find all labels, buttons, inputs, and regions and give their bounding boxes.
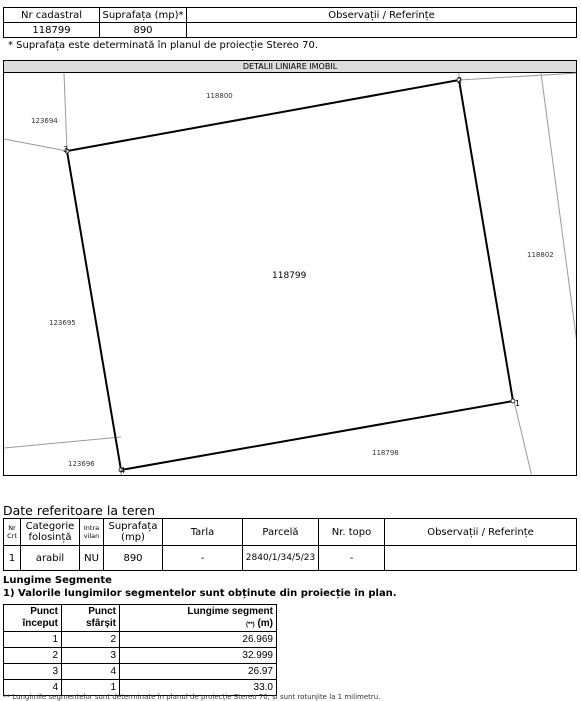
parcel-drawing (4, 61, 577, 476)
segment-end: 1 (62, 680, 120, 696)
footnote: ** Lungimile segmentelor sunt determinate în planul de proiecție Stereo 70, și sunt rotunjite la 1 milimetru. (3, 693, 381, 701)
header-categorie: Categorie folosință (21, 519, 80, 546)
segment-row (4, 632, 277, 648)
neighbor-label: 123694 (31, 117, 58, 125)
segment-row (4, 648, 277, 664)
boundary-line (4, 139, 67, 151)
boundary-line (4, 437, 121, 448)
teren-title: Date referitoare la teren (3, 503, 156, 518)
segment-length: 26.969 (120, 632, 277, 648)
boundary-line (459, 73, 577, 80)
point-label-4: 4 (120, 466, 126, 475)
segment-start: 4 (4, 680, 62, 696)
teren-header-row (4, 519, 577, 546)
header-nr-crt: Nr Crt (4, 519, 21, 546)
neighbor-label: 118800 (206, 92, 233, 100)
unit-label: (m) (257, 617, 273, 629)
cell-parcela: 2840/1/34/5/23 (243, 546, 319, 571)
header-punct-inceput: Punct început (4, 605, 62, 632)
segment-length: 26.97 (120, 664, 277, 680)
header-nr-topo: Nr. topo (319, 519, 385, 546)
segment-start: 1 (4, 632, 62, 648)
header-observatii: Observații / Referințe (187, 8, 577, 23)
map-header: DETALII LINIARE IMOBIL (4, 61, 576, 73)
teren-table (3, 518, 577, 571)
value-observatii (187, 23, 577, 38)
cell-tarla: - (163, 546, 243, 571)
segment-start: 2 (4, 648, 62, 664)
lungime-label: Lungime segment (187, 605, 273, 617)
point-label-2: 2 (457, 76, 463, 85)
value-nr-cadastral: 118799 (4, 23, 100, 38)
unit-prefix: (**) (245, 621, 255, 628)
point-label-1: 1 (515, 399, 521, 408)
header-tarla: Tarla (163, 519, 243, 546)
segments-table (3, 604, 277, 696)
header-observatii: Observații / Referințe (385, 519, 577, 546)
neighbor-label: 123695 (49, 319, 76, 327)
boundary-line (514, 401, 532, 476)
header-nr-cadastral: Nr cadastral (4, 8, 100, 23)
cell-nr: 1 (4, 546, 21, 571)
neighbor-label: 118798 (372, 449, 399, 457)
cell-categorie: arabil (21, 546, 80, 571)
parcel-map (3, 60, 577, 476)
segment-end: 2 (62, 632, 120, 648)
neighbor-label: 123696 (68, 460, 95, 468)
header-suprafata: Suprafața (mp)* (100, 8, 187, 23)
segments-subtitle: 1) Valorile lungimilor segmentelor sunt obținute din proiecție în plan. (3, 588, 397, 599)
cell-observatii (385, 546, 577, 571)
cell-suprafata: 890 (104, 546, 163, 571)
summary-value-row (4, 23, 577, 38)
projection-note: * Suprafața este determinată în planul de proiecție Stereo 70. (8, 40, 319, 51)
segments-title: Lungime Segmente (3, 575, 112, 586)
point-label-3: 3 (63, 145, 69, 154)
segments-header-row (4, 605, 277, 632)
header-lungime (120, 605, 277, 632)
summary-table (3, 7, 577, 38)
cell-intravilan: NU (80, 546, 104, 571)
segment-length: 32.999 (120, 648, 277, 664)
segment-end: 4 (62, 664, 120, 680)
segment-start: 3 (4, 664, 62, 680)
header-parcela: Parcelă (243, 519, 319, 546)
header-punct-sfarsit: Punct sfârșit (62, 605, 120, 632)
neighbor-label: 118802 (527, 251, 554, 259)
segment-row (4, 664, 277, 680)
segment-length: 33.0 (120, 680, 277, 696)
header-suprafata: Suprafața (mp) (104, 519, 163, 546)
boundary-line (541, 73, 577, 351)
segment-end: 3 (62, 648, 120, 664)
header-intravilan: Intra vilan (80, 519, 104, 546)
teren-row (4, 546, 577, 571)
cell-nr-topo: - (319, 546, 385, 571)
summary-header-row (4, 8, 577, 23)
parcel-label: 118799 (272, 271, 307, 281)
boundary-line (64, 73, 67, 151)
value-suprafata: 890 (100, 23, 187, 38)
